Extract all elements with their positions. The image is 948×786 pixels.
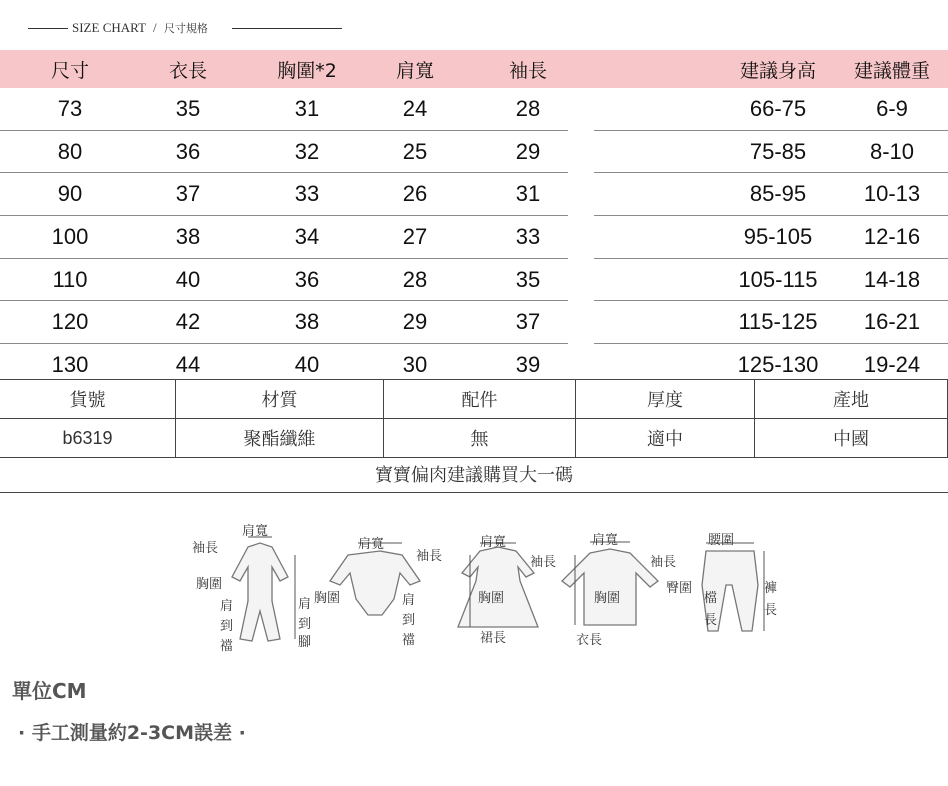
size-table-cell: 19-24 [863,351,921,377]
size-table-cell: 80 [57,138,83,164]
diagram-label-pants: 腰圍 [708,533,735,548]
diagram-label-top: 衣長 [576,633,603,648]
header-divider-right [232,28,342,29]
size-table-cell: 40 [294,351,320,377]
diagram-label-romper: 到 [220,619,234,634]
size-table-cell: 33 [515,223,541,249]
size-table-cell: 110 [52,266,88,292]
size-table-row [0,301,948,344]
size-table-cell: 36 [294,266,320,292]
size-table-cell: 37 [175,181,201,207]
diagram-label-romper: 袖長 [192,541,219,556]
size-table-row [0,131,948,174]
header-title-en: SIZE CHART [72,20,146,35]
col-header-chest: 胸圍*2 [277,59,337,82]
diagram-label-bodysuit: 袖長 [416,549,443,564]
diagram-label-pants: 臀圍 [666,581,693,596]
diagram-label-top: 胸圍 [594,591,621,606]
unit-label: 單位CM [12,679,87,703]
diagram-label-dress: 裙長 [480,631,507,646]
size-table-cell: 10-13 [863,181,921,207]
size-table-cell: 34 [294,223,320,249]
diagram-label-dress: 胸圍 [478,591,505,606]
size-table-cell: 38 [175,223,201,249]
header-title-zh: 尺寸規格 [163,22,208,35]
size-table-cell: 120 [51,309,89,335]
size-table-cell: 27 [402,223,428,249]
col-header-size: 尺寸 [50,59,89,82]
info-value-material: 聚酯纖維 [176,419,384,457]
measurement-diagrams [180,515,800,660]
col-header-weight: 建議體重 [853,59,930,82]
diagram-label-bodysuit: 肩 [402,593,416,608]
size-table-cell: 31 [294,95,320,121]
size-table-cell: 29 [515,138,541,164]
diagram-label-romper: 腳 [298,635,312,650]
size-table-cell: 40 [175,266,201,292]
header-separator: / [152,20,157,35]
size-table-row [0,216,948,259]
info-header-material: 材質 [176,380,384,418]
diagram-label-pants: 褲 [764,581,778,596]
size-table-cell: 125-130 [737,351,819,377]
col-header-shoulder: 肩寬 [395,59,434,82]
header-divider-left [28,28,68,29]
diagram-label-dress: 肩寬 [480,535,507,550]
size-table-cell: 14-18 [863,266,921,292]
size-chart-header [0,18,948,38]
diagram-label-top: 袖長 [650,555,677,570]
size-table-cell: 28 [402,266,428,292]
size-advice-note: 寶寶偏肉建議購買大一碼 [0,455,948,493]
size-table-cell: 31 [515,181,541,207]
size-table-cell: 25 [402,138,428,164]
diagram-label-bodysuit: 到 [402,613,416,628]
size-table-cell: 33 [294,181,320,207]
size-table-cell: 130 [51,351,89,377]
size-table-cell: 32 [294,138,320,164]
diagram-label-bodysuit: 襠 [402,633,416,648]
info-header-item-no: 貨號 [0,380,176,418]
info-value-row [0,418,948,458]
diagram-label-romper: 襠 [220,639,234,654]
size-table-cell: 66-75 [749,95,807,121]
size-table-cell: 37 [515,309,541,335]
size-table [0,50,948,386]
info-value-accessory: 無 [384,419,576,457]
info-value-item-no: b6319 [0,419,176,457]
size-table-cell: 100 [51,223,89,249]
size-table-cell: 6-9 [876,95,908,121]
size-table-cell: 42 [175,309,201,335]
col-header-length: 衣長 [168,59,207,82]
romper-icon [232,543,288,641]
size-table-row [0,173,948,216]
info-header-origin: 產地 [755,380,948,418]
diagram-label-romper: 肩 [298,597,312,612]
size-table-cell: 29 [402,309,428,335]
info-value-origin: 中國 [755,419,948,457]
info-header-accessory: 配件 [384,380,576,418]
col-header-height: 建議身高 [739,59,816,82]
diagram-label-pants: 長 [704,613,718,628]
info-value-thickness: 適中 [576,419,755,457]
diagram-label-romper: 肩寬 [242,524,269,539]
size-table-cell: 35 [515,266,541,292]
size-table-cell: 35 [175,95,201,121]
diagram-label-bodysuit: 肩寬 [358,537,385,552]
size-table-cell: 8-10 [869,138,915,164]
header-title [72,20,208,36]
diagram-label-romper: 胸圍 [196,577,223,592]
info-table [0,379,948,458]
size-table-cell: 105-115 [738,266,818,292]
size-table-cell: 36 [175,138,201,164]
diagram-label-romper: 到 [298,617,312,632]
size-table-header-row [0,50,948,88]
info-header-thickness: 厚度 [576,380,755,418]
diagram-label-top: 肩寬 [592,533,619,548]
diagram-label-bodysuit: 胸圍 [314,591,341,606]
col-header-sleeve: 袖長 [508,59,547,82]
size-table-cell: 115-125 [738,309,818,335]
size-table-cell: 28 [515,95,541,121]
size-table-cell: 39 [515,351,541,377]
size-table-cell: 38 [294,309,320,335]
size-table-cell: 90 [57,181,83,207]
size-table-cell: 30 [402,351,428,377]
info-header-row [0,379,948,418]
size-table-cell: 16-21 [863,309,921,335]
size-table-cell: 73 [57,95,83,121]
size-table-row [0,88,948,131]
size-table-row [0,259,948,302]
diagram-label-romper: 肩 [220,599,234,614]
size-table-cell: 12-16 [863,223,921,249]
size-table-cell: 26 [402,181,428,207]
diagram-label-dress: 袖長 [530,555,557,570]
size-table-cell: 75-85 [749,138,807,164]
size-table-cell: 95-105 [743,223,813,249]
diagram-label-pants: 長 [764,603,778,618]
diagram-label-pants: 檔 [704,591,718,606]
size-table-cell: 44 [175,351,201,377]
measurement-error-note: · 手工測量約2-3CM誤差 · [18,722,246,744]
size-table-cell: 24 [402,95,428,121]
size-table-cell: 85-95 [749,181,807,207]
